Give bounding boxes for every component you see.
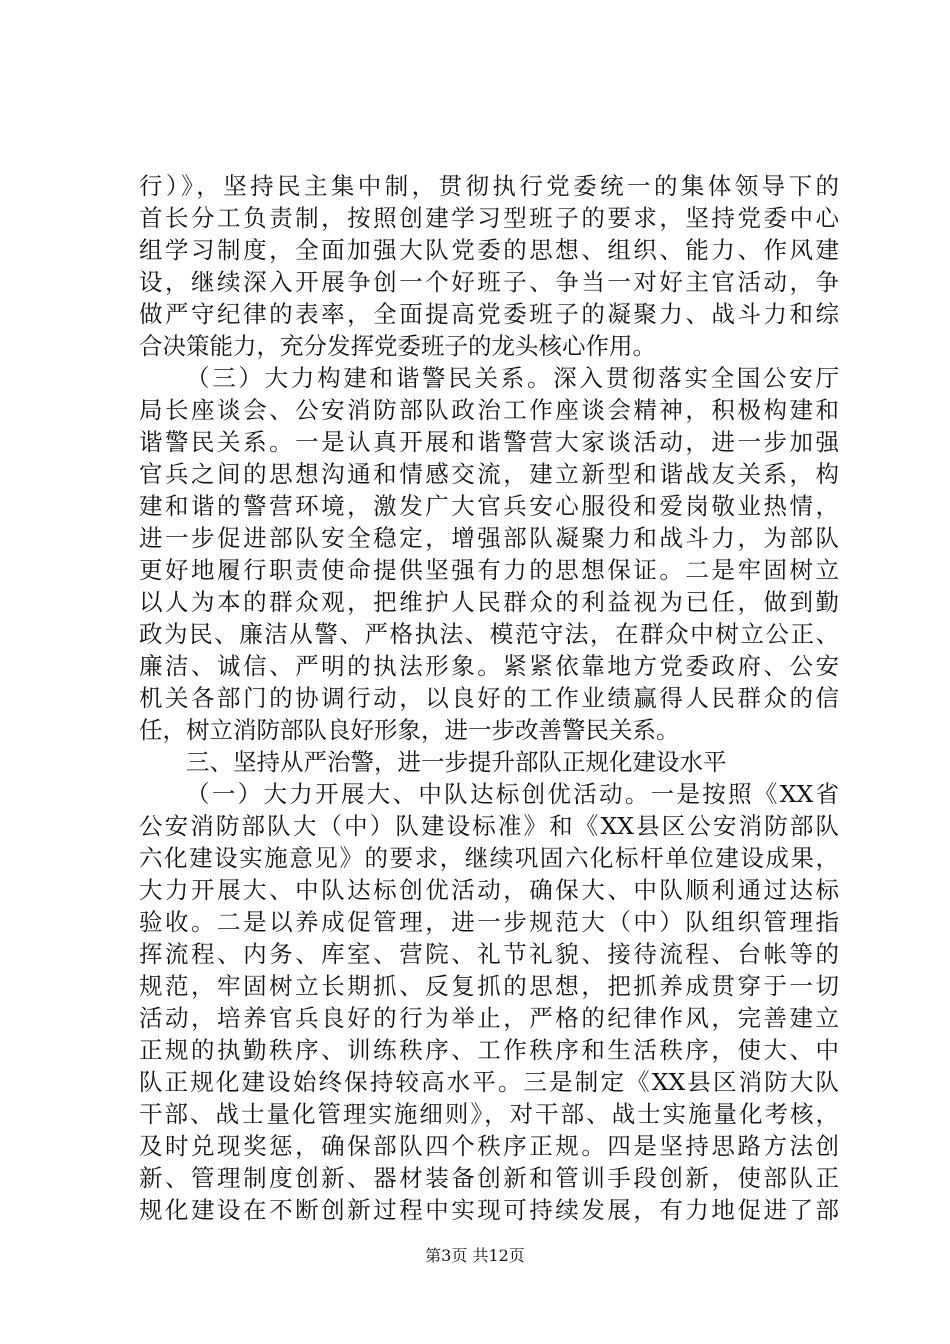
text-line: 干部、战士量化管理实施细则》，对干部、战士实施量化考核， [139,1100,839,1128]
text-line: 及时兑现奖惩，确保部队四个秩序正规。四是坚持思路方法创 [139,1132,839,1160]
section-heading: 三、坚持从严治警，进一步提升部队正规化建设水平 [186,748,727,776]
text-line: 任，树立消防部队良好形象，进一步改善警民关系。 [139,716,680,744]
text-line: 行）》，坚持民主集中制，贯彻执行党委统一的集体领导下的 [139,172,839,200]
text-line: 组学习制度，全面加强大队党委的思想、组织、能力、作风建 [139,236,839,264]
text-line: 公安消防部队大（中）队建设标准》和《XX县区公安消防部队 [139,812,839,840]
text-line: 做严守纪律的表率，全面提高党委班子的凝聚力、战斗力和综 [139,300,839,328]
text-line: 谐警民关系。一是认真开展和谐警营大家谈活动，进一步加强 [139,428,839,456]
text-line: 政为民、廉洁从警、严格执法、模范守法，在群众中树立公正、 [139,620,839,648]
text-line: 廉洁、诚信、严明的执法形象。紧紧依靠地方党委政府、公安 [139,652,839,680]
body-text [139,170,839,1226]
page-number-footer: 第3页 共12页 [425,1246,525,1265]
text-line: 队正规化建设始终保持较高水平。三是制定《XX县区消防大队 [139,1068,839,1096]
text-line: 进一步促进部队安全稳定，增强部队凝聚力和战斗力，为部队 [139,524,839,552]
text-line: 建和谐的警营环境，激发广大官兵安心服役和爱岗敬业热情， [139,492,839,520]
text-line: 机关各部门的协调行动，以良好的工作业绩赢得人民群众的信 [139,684,839,712]
text-line: 正规的执勤秩序、训练秩序、工作秩序和生活秩序，使大、中 [139,1036,839,1064]
text-line: 首长分工负责制，按照创建学习型班子的要求，坚持党委中心 [139,204,839,232]
text-line: 活动，培养官兵良好的行为举止，严格的纪律作风，完善建立 [139,1004,839,1032]
text-line: 新、管理制度创新、器材装备创新和管训手段创新，使部队正 [139,1164,839,1192]
text-line: 规化建设在不断创新过程中实现可持续发展，有力地促进了部 [139,1196,839,1224]
text-line: 大力开展大、中队达标创优活动，确保大、中队顺利通过达标 [139,876,839,904]
text-line: 官兵之间的思想沟通和情感交流，建立新型和谐战友关系，构 [139,460,839,488]
text-line: 挥流程、内务、库室、营院、礼节礼貌、接待流程、台帐等的 [139,940,839,968]
text-line: 六化建设实施意见》的要求，继续巩固六化标杆单位建设成果， [139,844,839,872]
text-line: 设，继续深入开展争创一个好班子、争当一对好主官活动，争 [139,268,839,296]
text-line: 验收。二是以养成促管理，进一步规范大（中）队组织管理指 [139,908,839,936]
text-line: 局长座谈会、公安消防部队政治工作座谈会精神，积极构建和 [139,396,839,424]
text-line: 以人为本的群众观，把维护人民群众的利益视为已任，做到勤 [139,588,839,616]
text-line: 更好地履行职责使命提供坚强有力的思想保证。二是牢固树立 [139,556,839,584]
paragraph-heading-line: （一）大力开展大、中队达标创优活动。一是按照《XX省 [186,780,839,808]
paragraph-heading-line: （三）大力构建和谐警民关系。深入贯彻落实全国公安厅 [186,364,839,392]
text-line: 规范，牢固树立长期抓、反复抓的思想，把抓养成贯穿于一切 [139,972,839,1000]
text-line: 合决策能力，充分发挥党委班子的龙头核心作用。 [139,332,656,360]
